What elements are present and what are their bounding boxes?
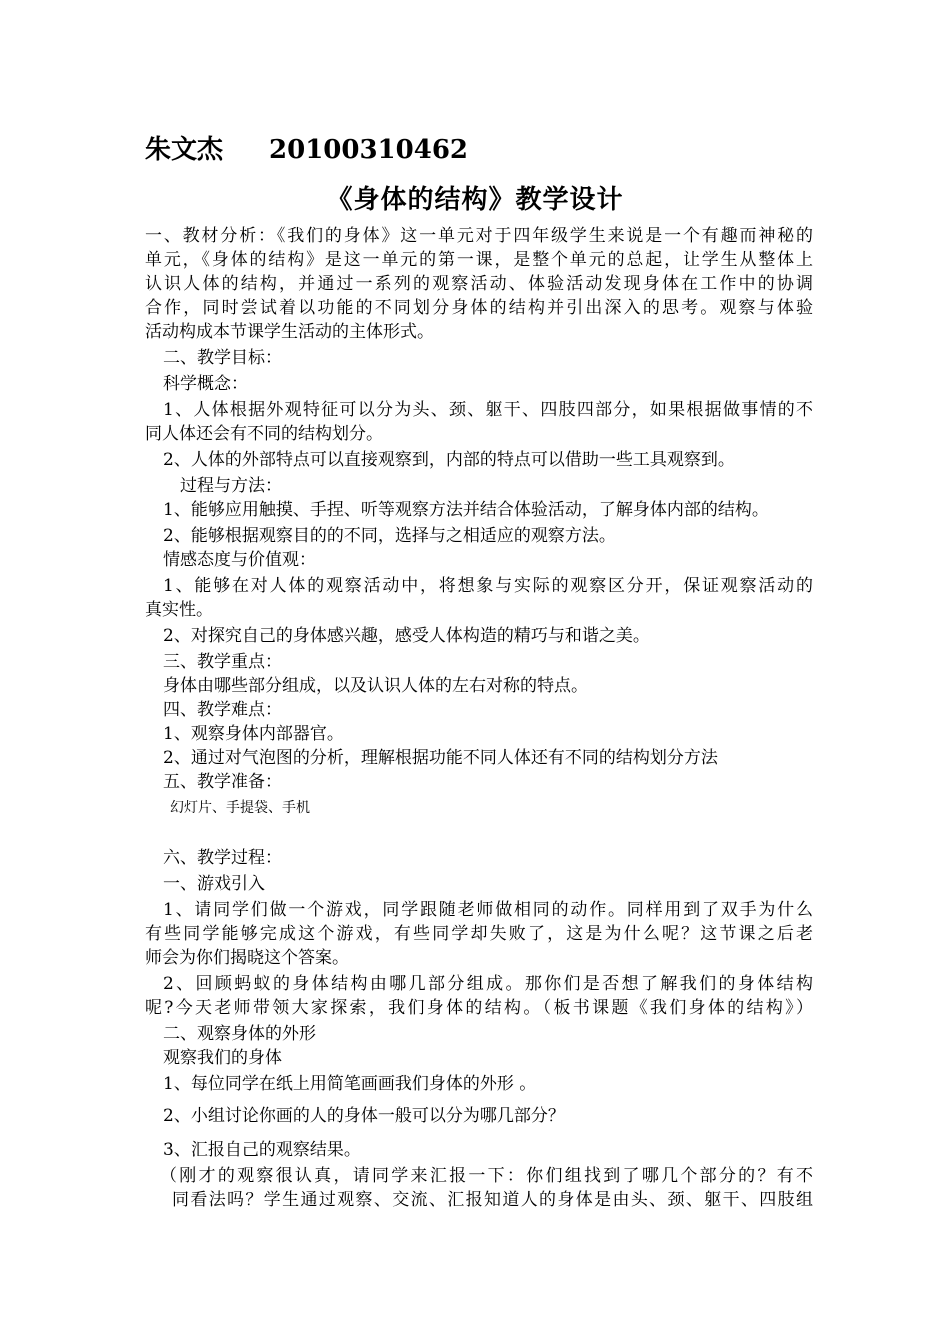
materials-list: 幻灯片、手提袋、手机 [170, 800, 310, 816]
body-line: 2、能够根据观察目的的不同，选择与之相适应的观察方法。 [163, 526, 616, 546]
section-heading: 六、教学过程： [163, 848, 282, 868]
body-line: 1、请同学们做一个游戏，同学跟随老师做相同的动作。同样用到了双手为什么 [163, 900, 813, 920]
document-title: 《身体的结构》教学设计 [326, 185, 624, 215]
subsection-heading: 一、游戏引入 [163, 874, 265, 894]
body-line: 1、每位同学在纸上用简笔画画我们身体的外形 。 [163, 1074, 537, 1094]
subsection-heading: 情感态度与价值观： [163, 550, 316, 570]
subsection-heading: 过程与方法： [180, 476, 282, 496]
body-line: 3、汇报自己的观察结果。 [163, 1140, 361, 1160]
subsection-heading: 科学概念： [163, 374, 248, 394]
body-line: 真实性。 [145, 600, 213, 620]
body-line: 有些同学能够完成这个游戏，有些同学却失败了，这是为什么呢？这节课之后老 [145, 924, 813, 944]
body-line: 1、观察身体内部器官。 [163, 724, 344, 744]
body-line: 2、回顾蚂蚁的身体结构由哪几部分组成。那你们是否想了解我们的身体结构 [163, 974, 813, 994]
body-line: 活动构成本节课学生活动的主体形式。 [145, 322, 434, 342]
section-heading: 四、教学难点： [163, 700, 282, 720]
body-line: 一、教材分析：《我们的身体》这一单元对于四年级学生来说是一个有趣而神秘的 [145, 226, 813, 246]
section-heading: 二、教学目标： [163, 348, 282, 368]
subsection-heading: 二、观察身体的外形 [163, 1024, 316, 1044]
section-heading: 五、教学准备： [163, 772, 282, 792]
body-line: 认识人体的结构，并通过一系列的观察活动、体验活动发现身体在工作中的协调 [145, 274, 813, 294]
body-line: 1、能够应用触摸、手捏、听等观察方法并结合体验活动，了解身体内部的结构。 [163, 500, 769, 520]
body-line: 同看法吗？学生通过观察、交流、汇报知道人的身体是由头、颈、躯干、四肢组 [172, 1190, 813, 1210]
body-line: （刚才的观察很认真，请同学来汇报一下：你们组找到了哪几个部分的？有不 [160, 1166, 813, 1186]
section-heading: 三、教学重点： [163, 652, 282, 672]
body-line: 1、人体根据外观特征可以分为头、颈、躯干、四肢四部分，如果根据做事情的不 [163, 400, 813, 420]
body-line: 2、通过对气泡图的分析，理解根据功能不同人体还有不同的结构划分方法 [163, 748, 718, 768]
student-id: 20100310462 [269, 135, 469, 165]
body-line: 2、人体的外部特点可以直接观察到，内部的特点可以借助一些工具观察到。 [163, 450, 735, 470]
body-line: 合作，同时尝试着以功能的不同划分身体的结构并引出深入的思考。观察与体验 [145, 298, 813, 318]
body-line: 师会为你们揭晓这个答案。 [145, 948, 349, 968]
author-line [145, 132, 468, 168]
body-line: 2、小组讨论你画的人的身体一般可以分为哪几部分？ [163, 1106, 565, 1126]
body-line: 身体由哪些部分组成，以及认识人体的左右对称的特点。 [163, 676, 588, 696]
body-line: 单元，《身体的结构》是这一单元的第一课，是整个单元的总起，让学生从整体上 [145, 250, 813, 270]
body-line: 同人体还会有不同的结构划分。 [145, 424, 383, 444]
body-line: 2、对探究自己的身体感兴趣，感受人体构造的精巧与和谐之美。 [163, 626, 650, 646]
body-line: 呢?今天老师带领大家探索，我们身体的结构。（板书课题《我们身体的结构》） [145, 998, 813, 1018]
subsection-heading: 观察我们的身体 [163, 1048, 282, 1068]
author-name: 朱文杰 [145, 135, 224, 165]
body-line: 1、能够在对人体的观察活动中，将想象与实际的观察区分开，保证观察活动的 [163, 576, 813, 596]
